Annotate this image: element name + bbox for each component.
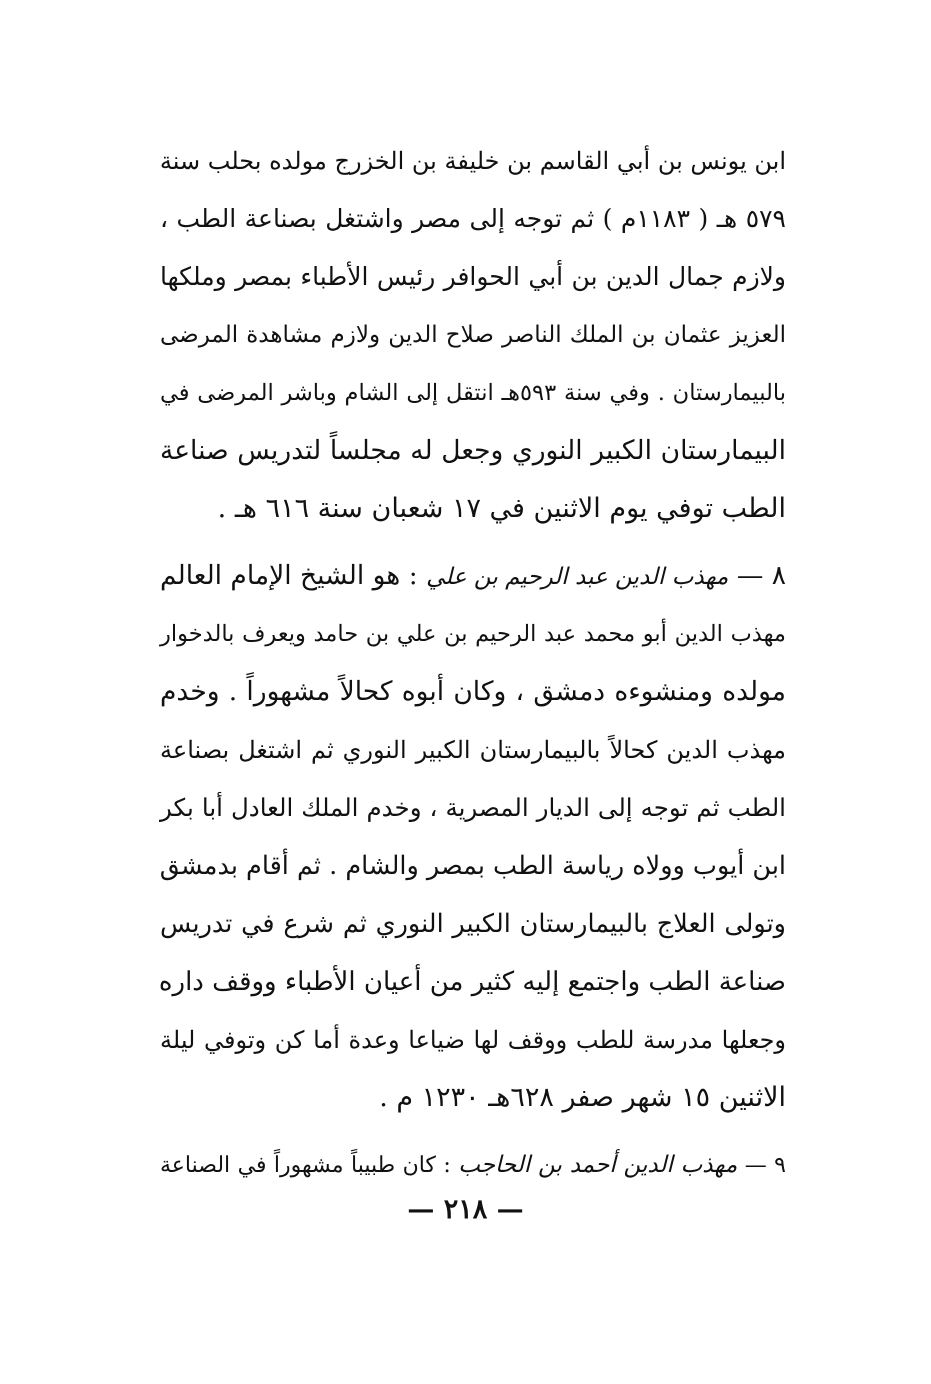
text-line: وتولى العلاج بالبيمارستان الكبير النوري ثم شرع في تدريس (160, 909, 786, 939)
paragraph-entry-8 (160, 547, 786, 1127)
page-number: — ٢١٨ — (407, 1194, 524, 1225)
text-line: صناعة الطب واجتمع إليه كثير من أعيان الأطباء ووقف داره (158, 967, 786, 997)
entry-heading-line (160, 547, 786, 605)
text-line: وجعلها مدرسة للطب ووقف لها ضياعا وعدة أما كن وتوفي ليلة (160, 1026, 786, 1054)
text-line: مهذب الدين أبو محمد عبد الرحيم بن علي بن حامد ويعرف بالدخوار (160, 621, 786, 647)
text-line: الطب ثم توجه إلى الديار المصرية ، وخدم الملك العادل أبا بكر (160, 793, 786, 822)
text-line: البيمارستان الكبير النوري وجعل له مجلساً لتدريس صناعة (160, 435, 786, 466)
entry-intro: : هو الشيخ الإمام العالم (160, 560, 418, 591)
paragraph-entry-9 (160, 1136, 786, 1194)
entry-number: ٩ — (744, 1153, 786, 1178)
text-line: العزيز عثمان بن الملك الناصر صلاح الدين ولازم مشاهدة المرضى (160, 322, 786, 348)
entry-number: ٨ — (736, 560, 786, 591)
text-line: مهذب الدين كحالاً بالبيمارستان الكبير النوري ثم اشتغل بصناعة (160, 736, 786, 764)
entry-intro: : كان طبيباً مشهوراً في الصناعة (160, 1153, 451, 1178)
text-line: ابن يونس بن أبي القاسم بن خليفة بن الخزرج مولده بحلب سنة (159, 147, 786, 175)
text-line: مولده ومنشوءه دمشق ، وكان أبوه كحالاً مشهوراً . وخدم (160, 676, 786, 707)
text-line: ٥٧٩ هـ ( ١١٨٣م ) ثم توجه إلى مصر واشتغل بصناعة الطب ، (160, 204, 786, 233)
entry-name: مهذب الدين عبد الرحيم بن علي (426, 564, 729, 590)
text-line: الاثنين ١٥ شهر صفر ٦٢٨هـ ١٢٣٠ م . (379, 1082, 786, 1113)
paragraph-biography-continued (160, 132, 786, 538)
text-line: الطب توفي يوم الاثنين في ١٧ شعبان سنة ٦١٦ هـ . (217, 493, 786, 524)
text-line: ابن أيوب وولاه رياسة الطب بمصر والشام . ثم أقام بدمشق (159, 851, 786, 881)
text-line: بالبيمارستان . وفي سنة ٥٩٣هـ انتقل إلى الشام وباشر المرضى في (160, 380, 786, 406)
entry-heading-line (160, 1136, 786, 1194)
text-line: ولازم جمال الدين بن أبي الحوافر رئيس الأطباء بمصر وملكها (160, 262, 786, 291)
entry-name: مهذب الدين أحمد بن الحاجب (458, 1152, 738, 1178)
